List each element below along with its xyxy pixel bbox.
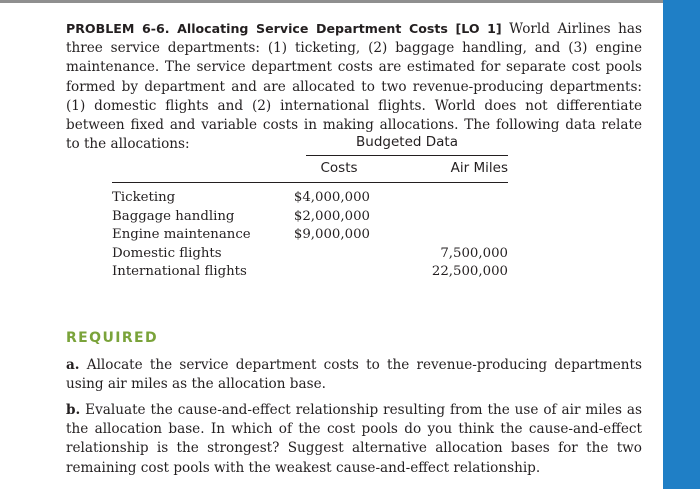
- question-b-text: Evaluate the cause-and-effect relationship resulting from the use of air miles as the allocation base. In which of the cost pools do you think the cause-and-effect relationship is the strongest? Suggest alternative allocation bases for the two remaining cost pools with the weakest cause-and-effect relationship.: [66, 402, 642, 476]
- question-a-letter: a.: [66, 357, 80, 373]
- column-header-air-miles: Air Miles: [450, 160, 508, 176]
- header-rule: [112, 182, 508, 183]
- problem-heading: PROBLEM 6-6. Allocating Service Department Costs [LO 1]: [66, 21, 502, 36]
- question-a: [66, 356, 642, 394]
- column-header-costs: Costs: [320, 160, 358, 176]
- row-label: Baggage handling: [112, 208, 235, 224]
- group-header-rule: [306, 155, 508, 156]
- row-label: Domestic flights: [112, 245, 222, 261]
- table-row: [112, 227, 508, 246]
- table-group-header: Budgeted Data: [356, 134, 458, 150]
- row-air-miles: 7,500,000: [440, 245, 508, 261]
- problem-text: World Airlines has three service departments: (1) ticketing, (2) baggage handling, and (3) engine maintenance. The service department costs are estimated for separate cost pools formed by department and are allocated to two revenue-producing departments: (1) domestic flights and (2) international flights. World does not differentiate between fixed and variable costs in making allocations. The following data relate to the allocations:: [66, 21, 642, 153]
- question-b: [66, 401, 642, 478]
- question-a-text: Allocate the service department costs to the revenue-producing departments using air miles as the allocation base.: [66, 357, 642, 393]
- question-b-letter: b.: [66, 402, 81, 418]
- row-costs: $2,000,000: [293, 208, 370, 224]
- row-label: Engine maintenance: [112, 227, 251, 242]
- row-air-miles: 22,500,000: [431, 264, 508, 279]
- table-row: [112, 246, 508, 265]
- table-row: [112, 190, 508, 209]
- row-costs: $9,000,000: [293, 227, 370, 242]
- table-body: [112, 190, 508, 283]
- row-label: Ticketing: [112, 190, 176, 205]
- row-costs: $4,000,000: [293, 190, 370, 205]
- table-row: [112, 209, 508, 228]
- row-label: International flights: [112, 264, 247, 279]
- table-row: [112, 264, 508, 283]
- budgeted-data-table: [112, 134, 532, 294]
- required-heading: REQUIRED: [66, 330, 158, 346]
- accent-side-bar: [663, 0, 700, 489]
